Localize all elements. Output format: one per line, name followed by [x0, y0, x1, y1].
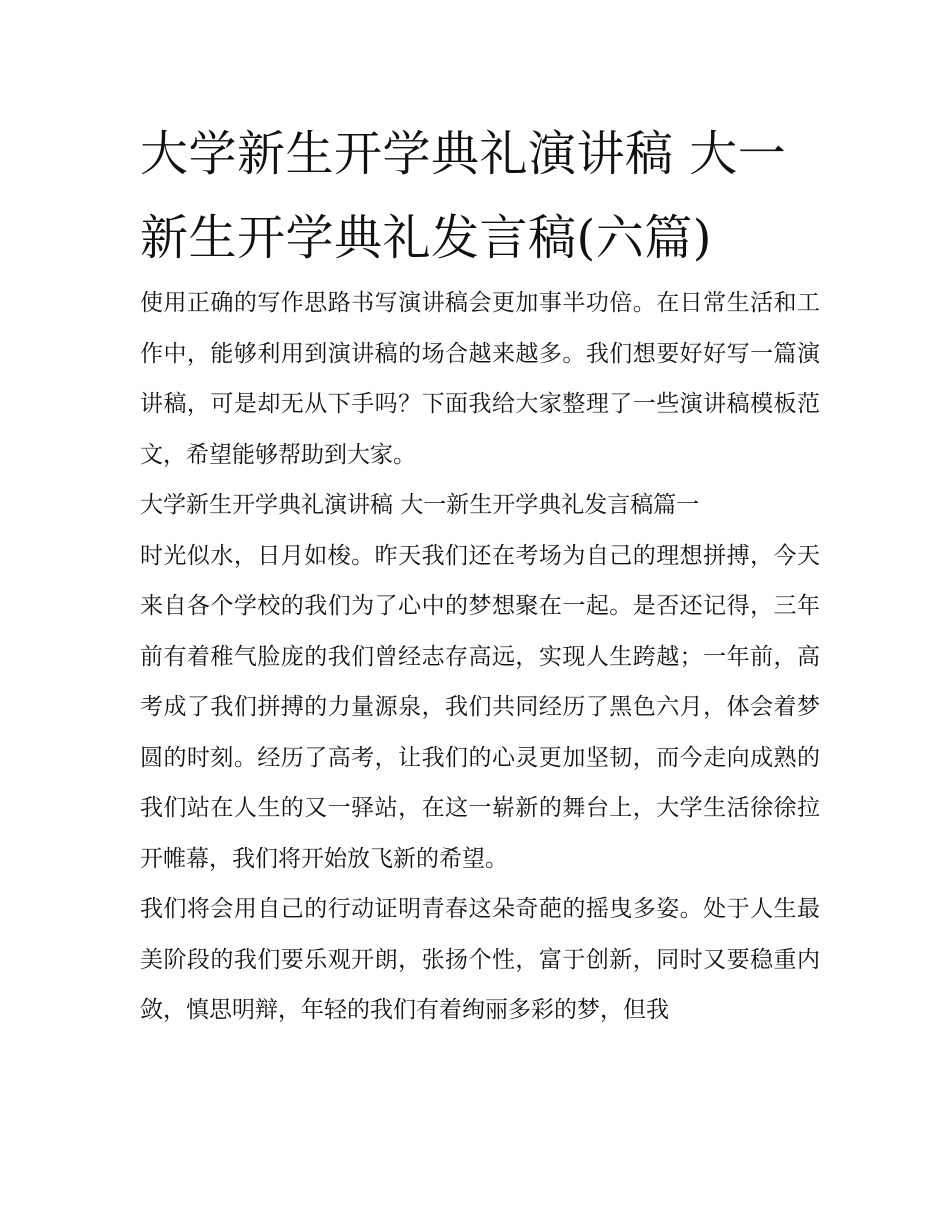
body-paragraph-1: 时光似水，日月如梭。昨天我们还在考场为自己的理想拼搏，今天来自各个学校的我们为了心中的梦想聚在一起。是否还记得，三年前有着稚气脸庞的我们曾经志存高远，实现人生跨越；一年前，高考成了我们拼搏的力量源泉，我们共同经历了黑色六月，体会着梦圆的时刻。经历了高考，让我们的心灵更加坚韧，而今走向成熟的我们站在人生的又一驿站，在这一崭新的舞台上，大学生活徐徐拉开帷幕，我们将开始放飞新的希望。 [140, 542, 820, 872]
intro-paragraph: 使用正确的写作思路书写演讲稿会更加事半功倍。在日常生活和工作中，能够利用到演讲稿的场合越来越多。我们想要好好写一篇演讲稿，可是却无从下手吗？下面我给大家整理了一些演讲稿模板范文，希望能够帮助到大家。 [140, 290, 820, 468]
document-body [140, 278, 820, 1036]
body-paragraph-2: 我们将会用自己的行动证明青春这朵奇葩的摇曳多姿。处于人生最美阶段的我们要乐观开朗，张扬个性，富于创新，同时又要稳重内敛，慎思明辩，年轻的我们有着绚丽多彩的梦，但我 [140, 896, 820, 1023]
document-title: 大学新生开学典礼演讲稿 大一新生开学典礼发言稿(六篇) [140, 126, 787, 266]
section-heading: 大学新生开学典礼演讲稿 大一新生开学典礼发言稿篇一 [140, 492, 700, 518]
